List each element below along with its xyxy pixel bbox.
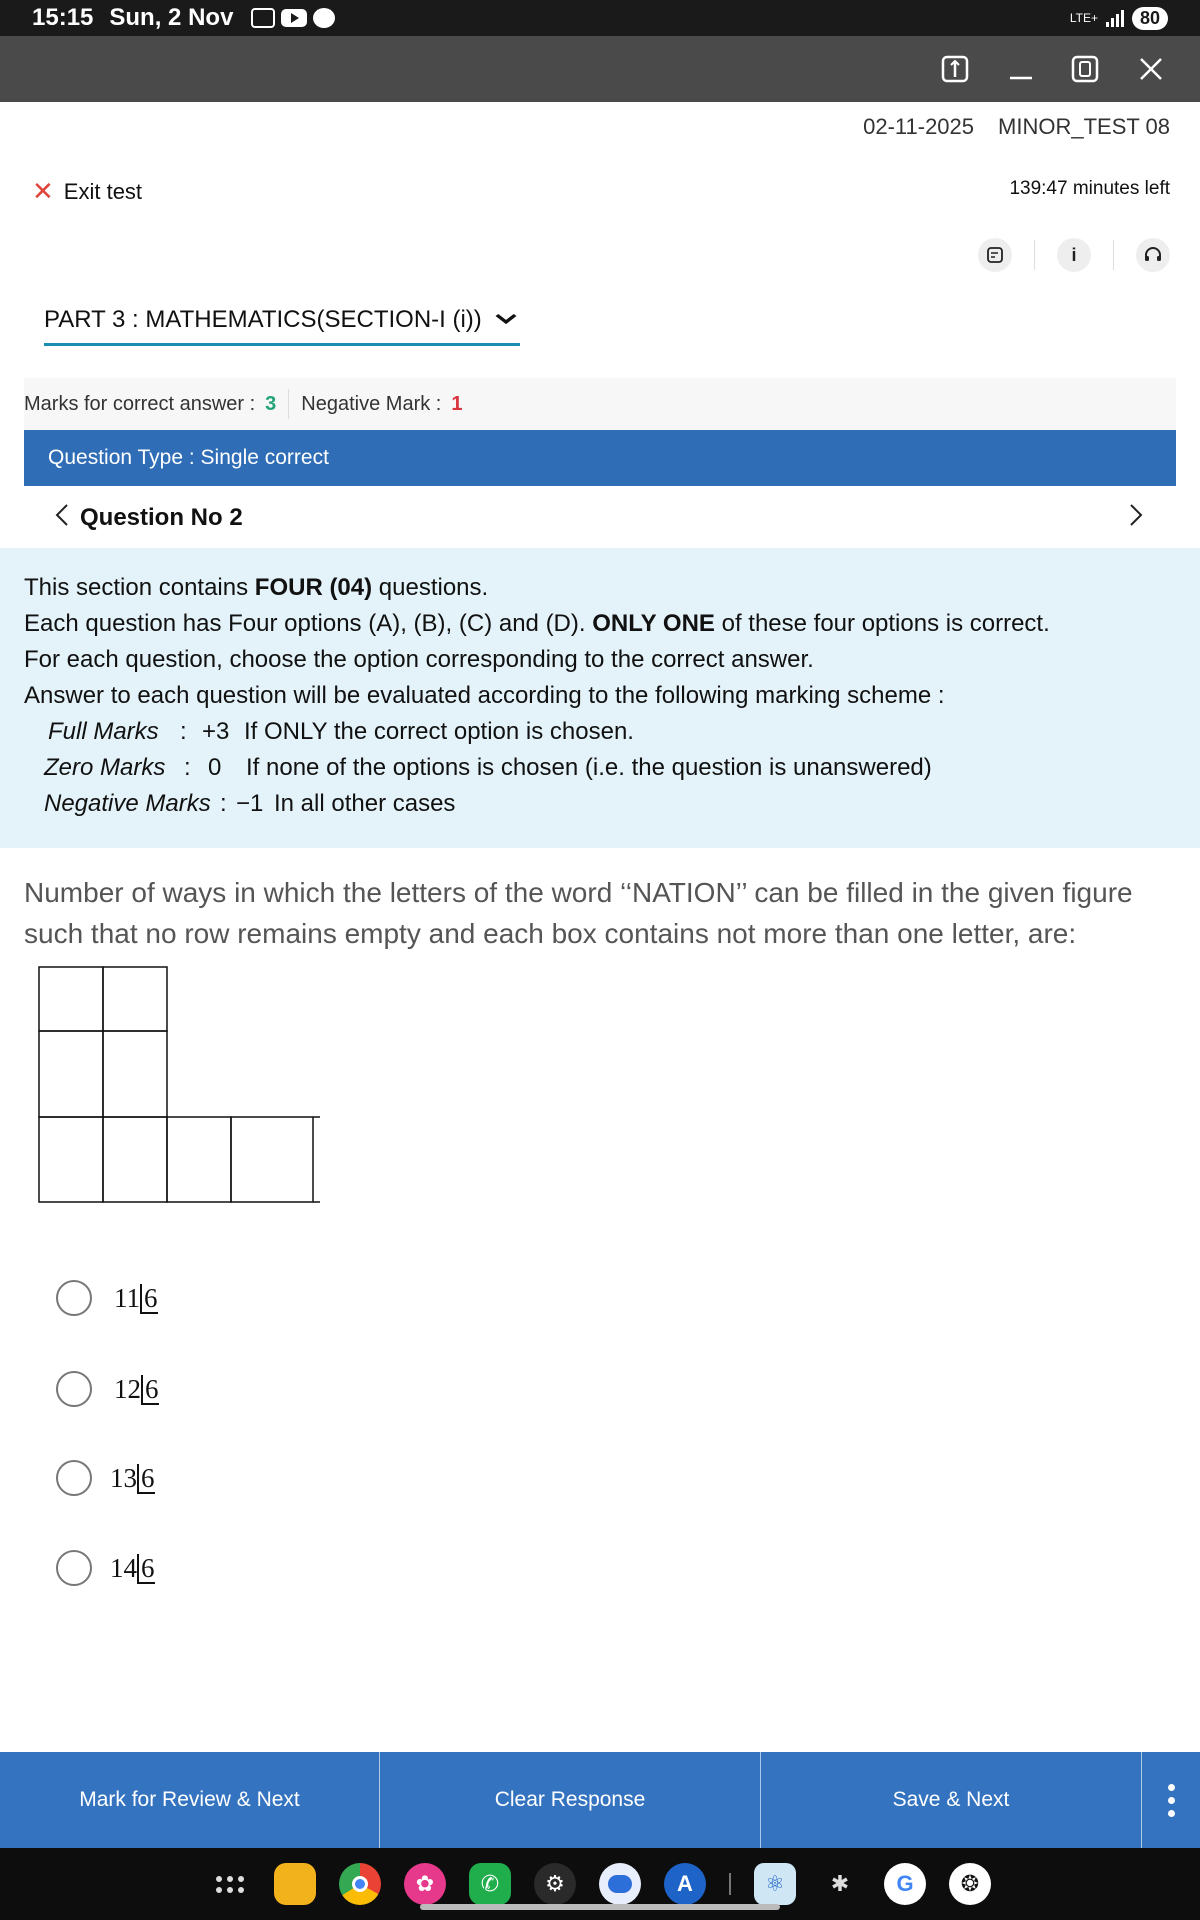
scheme-full-marks: Full Marks : +3 If ONLY the correct option is chosen. (48, 718, 634, 745)
close-window-icon[interactable] (1134, 52, 1168, 86)
maximize-icon[interactable] (1068, 52, 1102, 86)
option-b-label: 12 6 (114, 1373, 159, 1404)
radio-button[interactable] (56, 1371, 92, 1407)
instruction-line: Answer to each question will be evaluated according to the following marking scheme : (24, 682, 945, 709)
network-type: LTE+ (1069, 11, 1098, 25)
option-a[interactable] (56, 1278, 158, 1318)
test-date: 02-11-2025 (863, 114, 975, 139)
battery-indicator: 80 (1132, 7, 1168, 30)
status-date: Sun, 2 Nov (109, 4, 234, 31)
section-dropdown-value: PART 3 : MATHEMATICS(SECTION-I (i)) (44, 306, 482, 333)
status-bar (0, 0, 1200, 36)
chat-bubble-icon (313, 8, 335, 28)
settings-icon[interactable]: ⚙ (534, 1863, 576, 1905)
option-a-label: 11 6 (114, 1282, 158, 1313)
option-d[interactable] (56, 1548, 155, 1588)
scheme-zero-marks: Zero Marks : 0 If none of the options is chosen (i.e. the question is unanswered) (44, 754, 932, 781)
atom-icon[interactable]: ⚛ (754, 1863, 796, 1905)
chevron-down-icon (493, 306, 519, 332)
close-icon: ✕ (32, 176, 54, 206)
instruction-line: For each question, choose the option corresponding to the correct answer. (24, 646, 814, 673)
radio-button[interactable] (56, 1550, 92, 1586)
signal-icon (1106, 9, 1124, 27)
correct-marks-value: 3 (265, 392, 277, 415)
screen-record-icon (251, 8, 275, 28)
save-next-button[interactable]: Save & Next (761, 1752, 1142, 1848)
minimize-icon[interactable] (1004, 52, 1038, 86)
negative-marks-value: 1 (451, 392, 463, 415)
previous-question-icon[interactable] (54, 502, 70, 535)
notes-icon[interactable] (978, 238, 1012, 272)
google-icon[interactable]: G (884, 1863, 926, 1905)
option-c[interactable] (56, 1458, 155, 1498)
question-navigation (24, 496, 1176, 540)
support-headset-icon[interactable] (1136, 238, 1170, 272)
option-c-label: 13 6 (110, 1462, 155, 1493)
instruction-line: Each question has Four options (A), (B), (C) and (D). ONLY ONE of these four options is correct. (24, 610, 1050, 637)
section-dropdown[interactable] (44, 306, 520, 346)
info-icon[interactable]: i (1057, 238, 1091, 272)
negative-marks-label: Negative Mark : (301, 392, 442, 415)
instruction-line: This section contains FOUR (04) questions. (24, 574, 489, 601)
more-options-icon[interactable] (1142, 1752, 1200, 1848)
app-a-icon[interactable]: A (664, 1863, 706, 1905)
option-b[interactable] (56, 1369, 159, 1409)
gallery-icon[interactable]: ✿ (404, 1863, 446, 1905)
test-header (863, 114, 1170, 140)
question-number: Question No 2 (80, 504, 243, 531)
question-figure (38, 966, 322, 1209)
status-time: 15:15 (32, 4, 94, 31)
files-icon[interactable] (274, 1863, 316, 1905)
scheme-negative-marks: Negative Marks : −1 In all other cases (44, 790, 456, 817)
time-left: 139:47 minutes left (1009, 178, 1170, 199)
action-bar (0, 1752, 1200, 1848)
question-type-bar: Question Type : Single correct (24, 430, 1176, 486)
mark-for-review-button[interactable]: Mark for Review & Next (0, 1752, 380, 1848)
window-titlebar (0, 36, 1200, 102)
radio-button[interactable] (56, 1280, 92, 1316)
question-text: Number of ways in which the letters of the word ‘‘NATION’’ can be filled in the given figure such that no row remains empty and each box contains not more than one letter, are: (24, 877, 1133, 949)
messages-icon[interactable] (599, 1863, 641, 1905)
clear-response-button[interactable]: Clear Response (380, 1752, 761, 1848)
next-question-icon[interactable] (1128, 502, 1144, 535)
exit-test-button[interactable] (32, 176, 142, 207)
app-drawer-icon[interactable] (209, 1863, 251, 1905)
option-d-label: 14 6 (110, 1552, 155, 1583)
perplexity-icon[interactable]: ✱ (830, 1871, 850, 1896)
section-instructions (0, 548, 1200, 848)
radio-button[interactable] (56, 1460, 92, 1496)
split-view-icon[interactable] (938, 52, 972, 86)
phone-icon[interactable]: ✆ (469, 1863, 511, 1905)
youtube-icon (281, 9, 307, 27)
home-indicator[interactable] (420, 1904, 780, 1910)
exit-test-label: Exit test (63, 178, 143, 204)
correct-marks-label: Marks for correct answer : (24, 392, 256, 415)
chatgpt-icon[interactable]: ❂ (949, 1863, 991, 1905)
test-name: MINOR_TEST 08 (998, 114, 1170, 139)
toolbar (978, 238, 1170, 272)
chrome-icon[interactable] (339, 1863, 381, 1905)
marks-info (24, 378, 1176, 430)
